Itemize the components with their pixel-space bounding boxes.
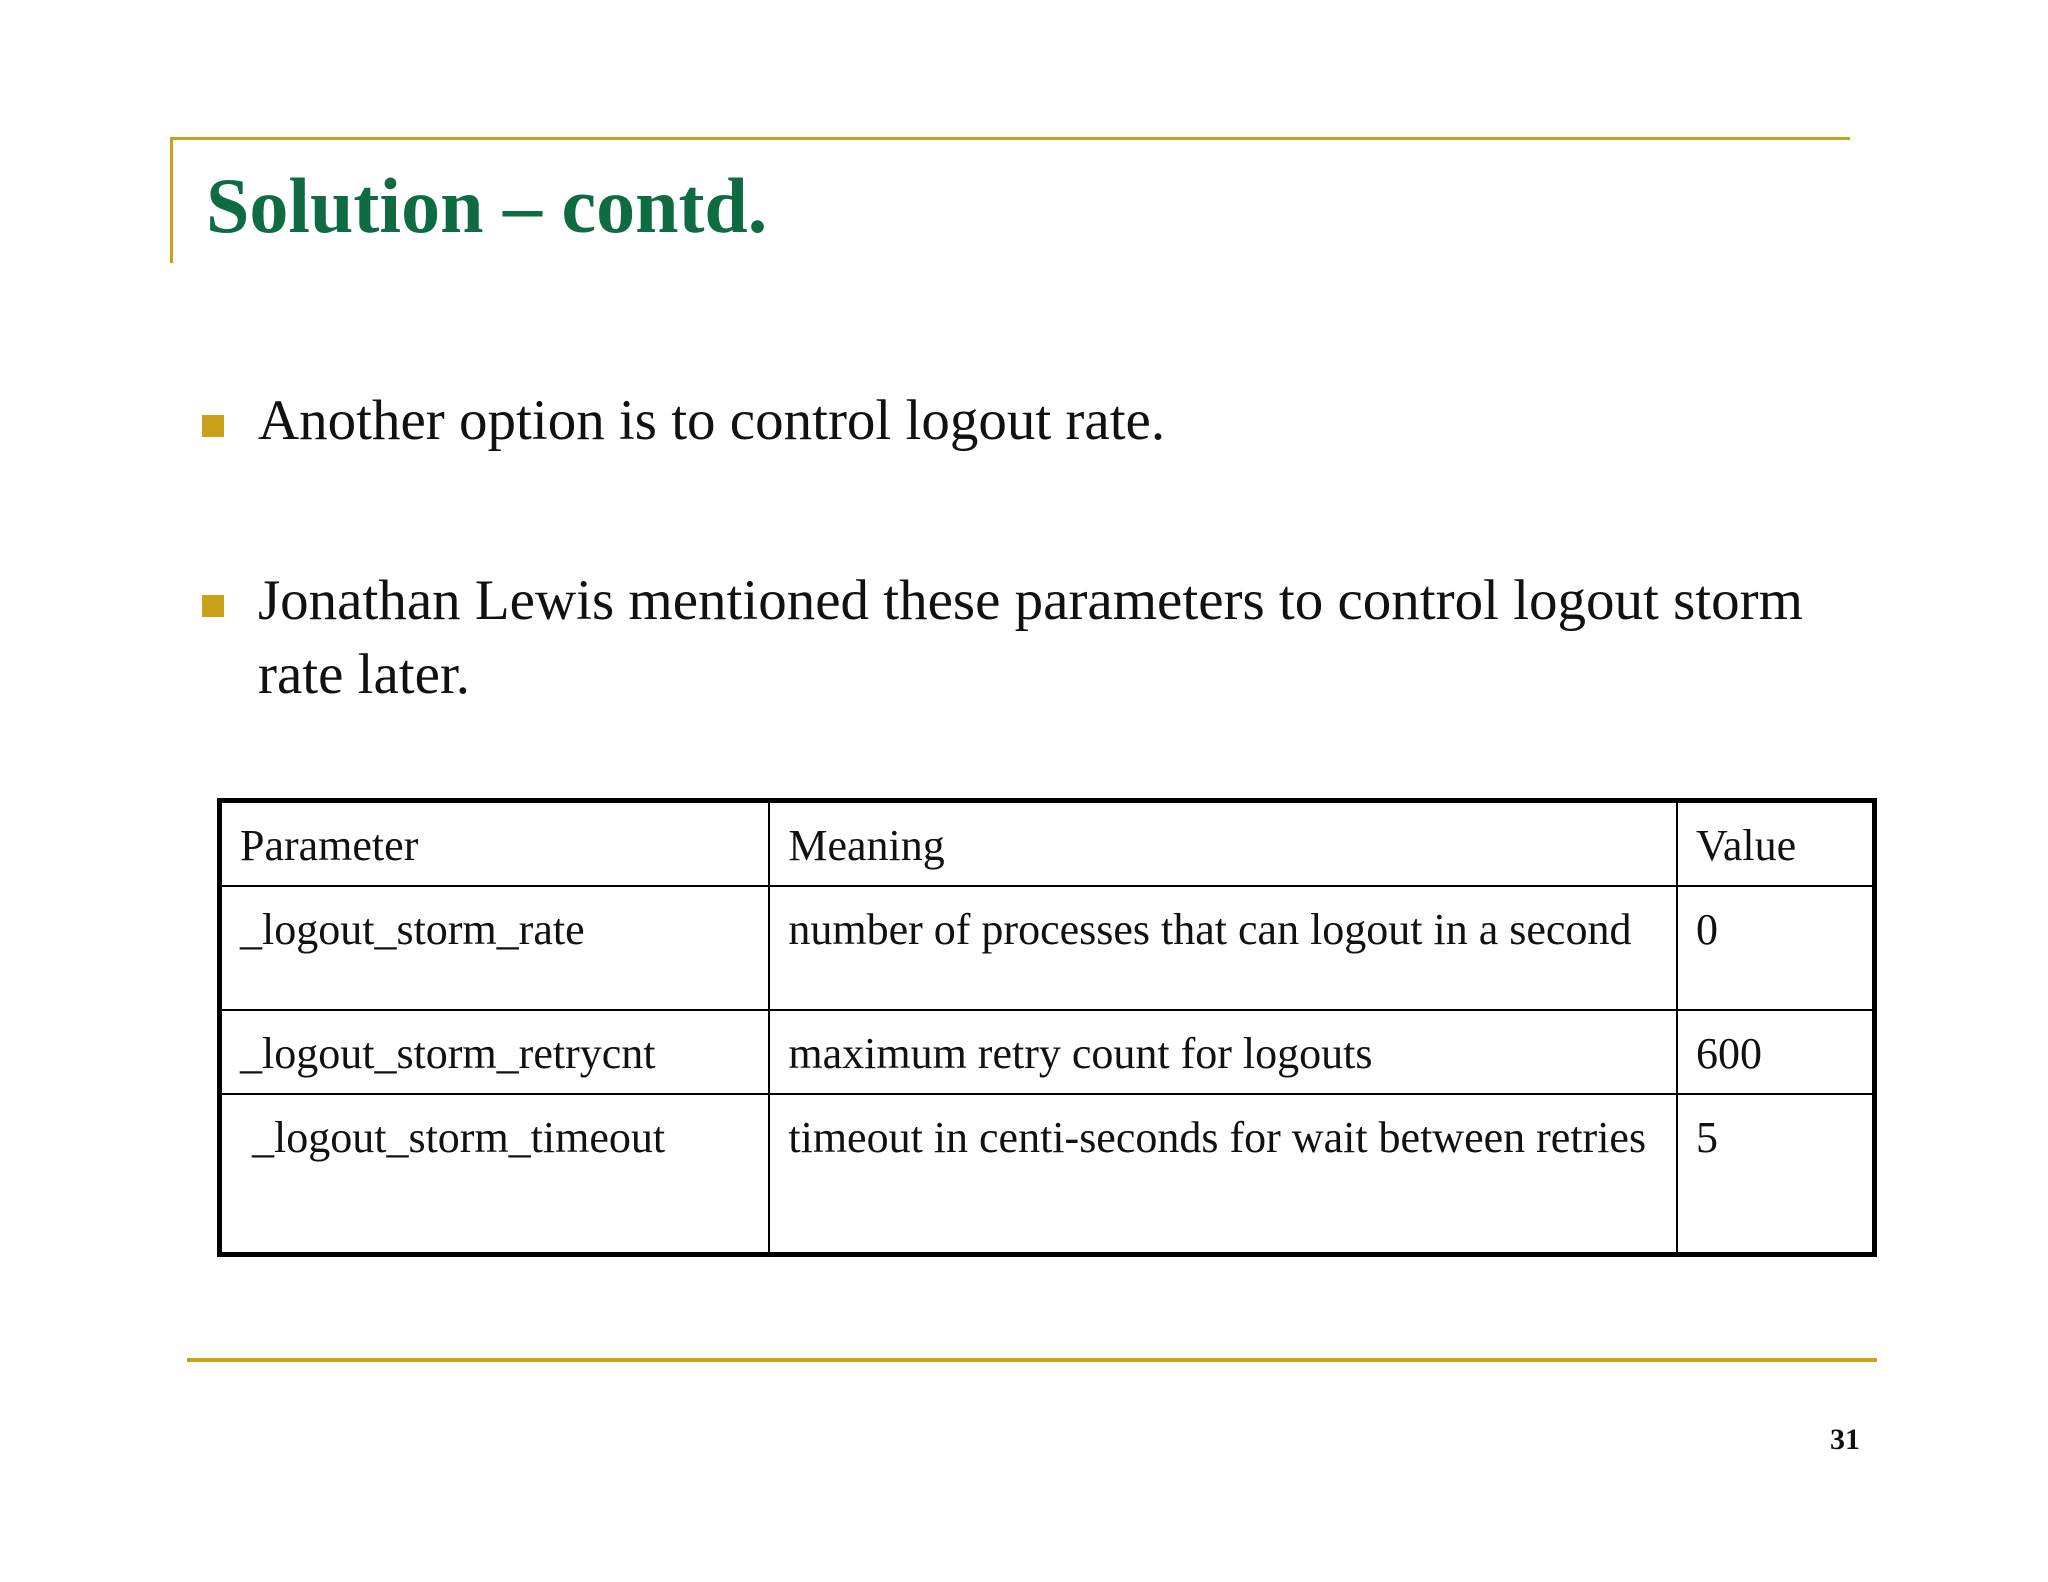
cell-parameter: _logout_storm_rate <box>220 886 770 1010</box>
cell-value: 0 <box>1677 886 1875 1010</box>
page-number: 31 <box>1830 1423 1860 1456</box>
title-frame-left-rule <box>170 137 173 263</box>
cell-parameter: _logout_storm_timeout <box>220 1094 770 1254</box>
cell-value: 5 <box>1677 1094 1875 1254</box>
bullet-item <box>200 384 1820 458</box>
header-value: Value <box>1677 801 1875 887</box>
square-bullet-icon <box>202 415 224 437</box>
title-frame-top-rule <box>170 137 1850 140</box>
bullet-item <box>200 564 1820 712</box>
table-row <box>220 1094 1875 1254</box>
square-bullet-icon <box>202 595 224 617</box>
slide-title: Solution – contd. <box>206 162 768 249</box>
bullet-text: Jonathan Lewis mentioned these parameters to control logout storm rate later. <box>258 569 1803 706</box>
bullet-text: Another option is to control logout rate. <box>258 389 1166 452</box>
footer-rule <box>187 1358 1877 1362</box>
cell-value: 600 <box>1677 1010 1875 1094</box>
header-parameter: Parameter <box>220 801 770 887</box>
cell-meaning: timeout in centi-seconds for wait between retries <box>769 1094 1677 1254</box>
table-row <box>220 886 1875 1010</box>
table-header-row <box>220 801 1875 887</box>
cell-parameter: _logout_storm_retrycnt <box>220 1010 770 1094</box>
table-row <box>220 1010 1875 1094</box>
cell-meaning: number of processes that can logout in a second <box>769 886 1677 1010</box>
cell-meaning: maximum retry count for logouts <box>769 1010 1677 1094</box>
header-meaning: Meaning <box>769 801 1677 887</box>
bullet-list <box>200 384 1820 712</box>
parameter-table <box>217 798 1877 1257</box>
